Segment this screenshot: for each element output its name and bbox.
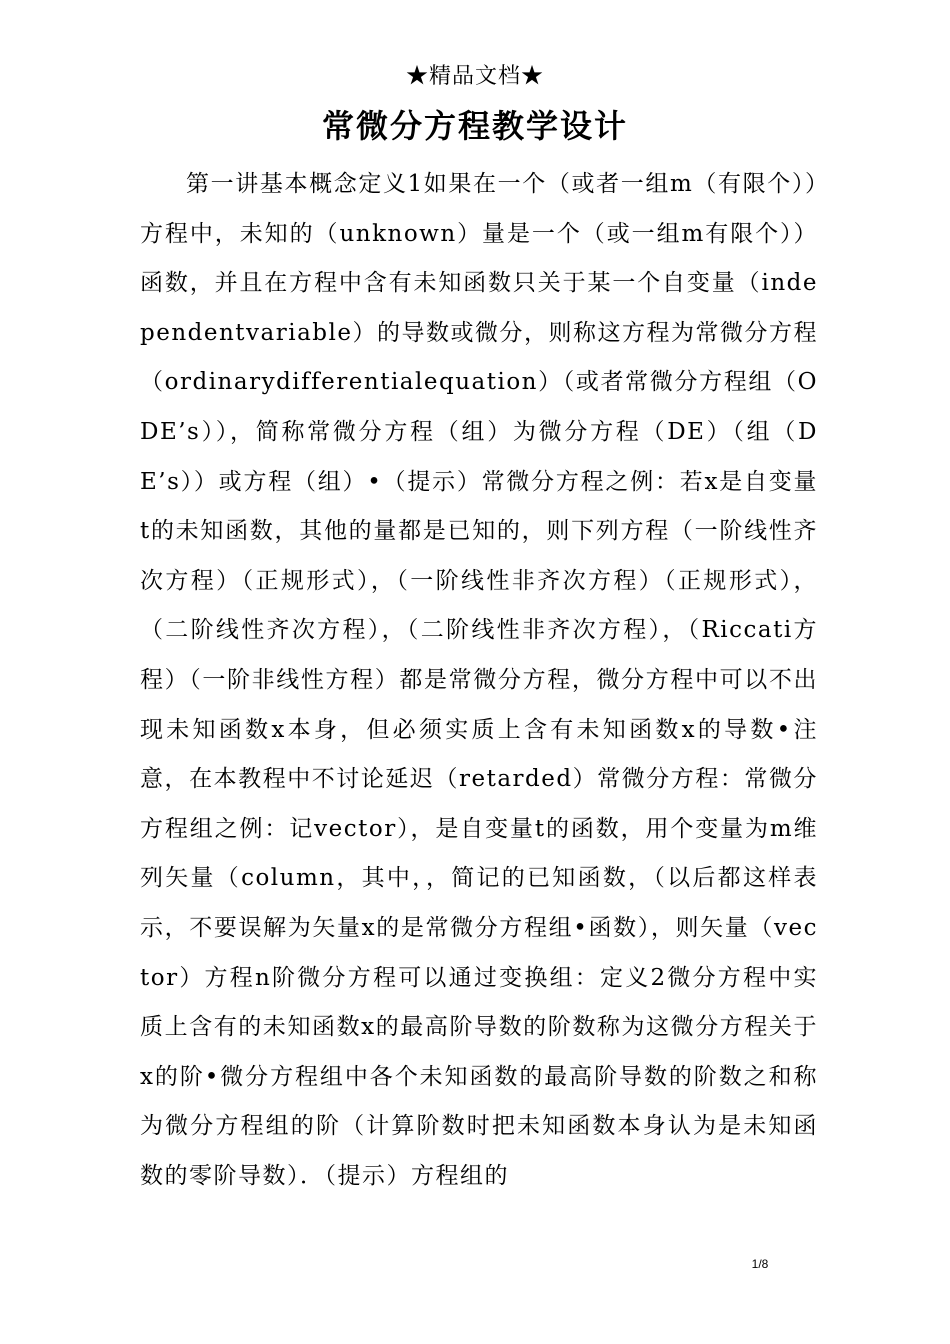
- document-body: 第一讲基本概念定义1如果在一个（或者一组m（有限个））方程中，未知的（unknown）量是一个（或一组m有限个））函数，并且在方程中含有未知函数只关于某一个自变量（independentvariable）的导数或微分，则称这方程为常微分方程（ordinarydifferentialequation）（或者常微分方程组（ODE’s）），简称常微分方程（组）为微分方程（DE）（组（DE’s））或方程（组）•（提示）常微分方程之例：若x是自变量t的未知函数，其他的量都是已知的，则下列方程（一阶线性齐次方程）（正规形式），（一阶线性非齐次方程）（正规形式），（二阶线性齐次方程），（二阶线性非齐次方程），（Riccati方程）（一阶非线性方程）都是常微分方程，微分方程中可以不出现未知函数x本身，但必须实质上含有未知函数x的导数•注意，在本教程中不讨论延迟（retarded）常微分方程：常微分方程组之例：记vector），是自变量t的函数，用个变量为m维列矢量（column，其中，，简记的已知函数，（以后都这样表示，不要误解为矢量x的是常微分方程组•函数），则矢量（vector）方程n阶微分方程可以通过变换组：定义2微分方程中实质上含有的未知函数x的最高阶导数的阶数称为这微分方程关于x的阶•微分方程组中各个未知函数的最高阶导数的阶数之和称为微分方程组的阶（计算阶数时把未知函数本身认为是未知函数的零阶导数）．（提示）方程组的: [140, 171, 818, 1189]
- document-title: 常微分方程教学设计: [321, 107, 628, 145]
- page-number: 1/8: [751, 1257, 769, 1271]
- header-mark: ★精品文档★: [405, 64, 544, 89]
